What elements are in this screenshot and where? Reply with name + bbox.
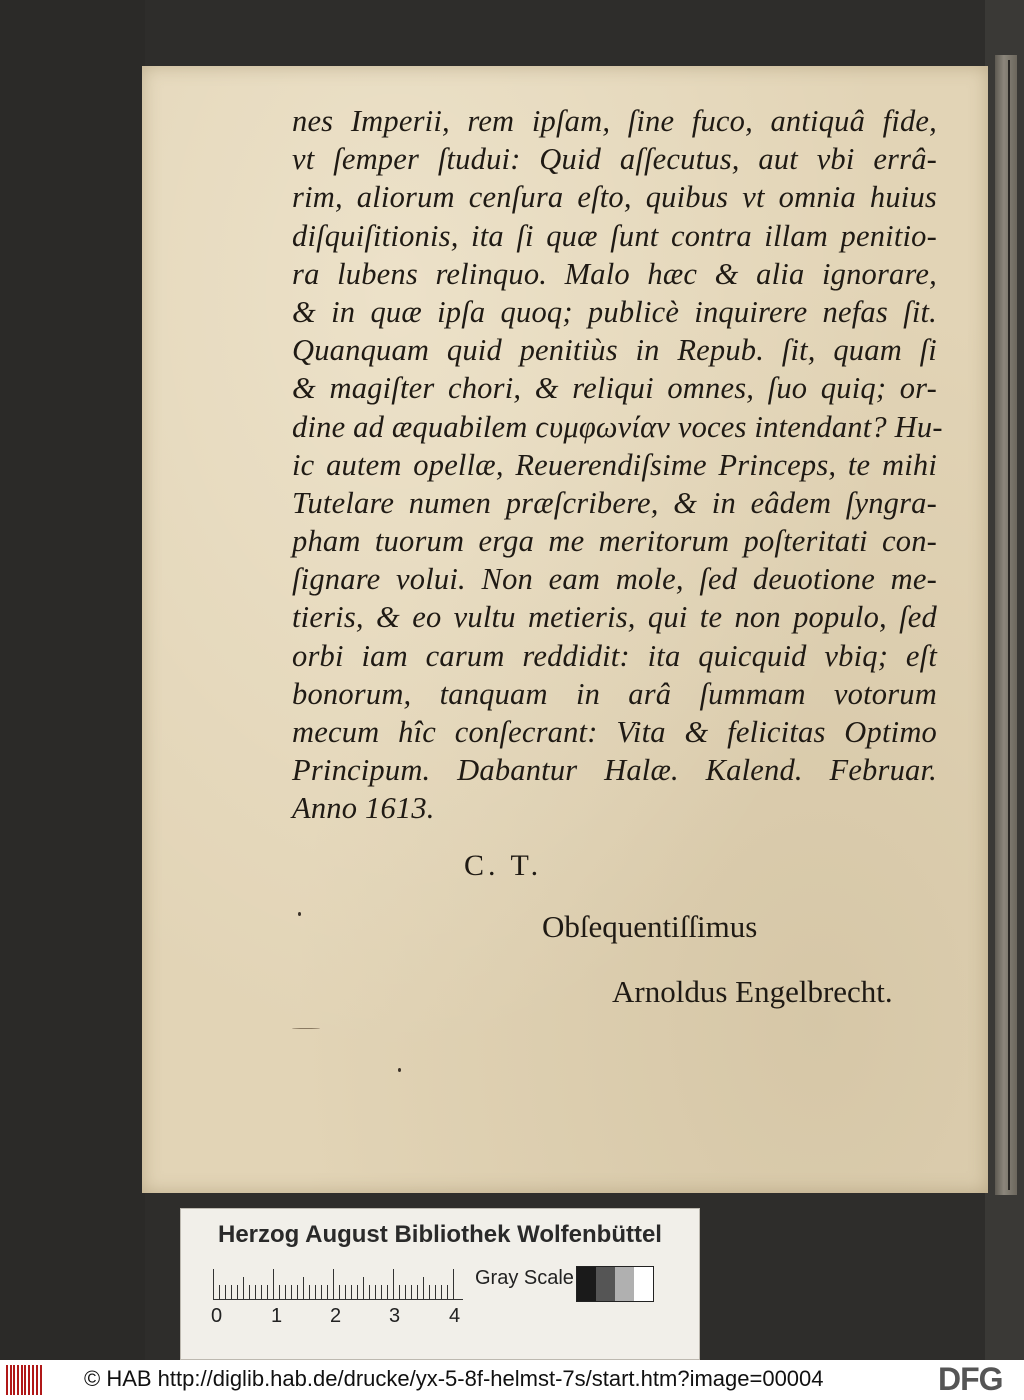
gray-patch xyxy=(577,1267,596,1301)
ink-speck xyxy=(292,1028,320,1029)
gray-scale-patches xyxy=(576,1266,654,1302)
ruler-tick xyxy=(321,1285,322,1299)
ruler-tick xyxy=(249,1285,250,1299)
ruler-tick xyxy=(309,1285,310,1299)
logo-bar xyxy=(13,1365,15,1395)
book-gutter-line xyxy=(1008,60,1010,1190)
text-line: ſignare volui. Non eam mole, ſed deuotione me- xyxy=(292,562,937,597)
text-line: pham tuorum erga me meritorum poſteritati con- xyxy=(292,524,937,559)
logo-bar xyxy=(40,1365,42,1395)
ruler-tick xyxy=(429,1285,430,1299)
ruler-tick xyxy=(297,1285,298,1299)
logo-bar xyxy=(24,1365,26,1395)
ruler-tick xyxy=(261,1285,262,1299)
ruler-tick xyxy=(447,1285,448,1299)
ruler-tick xyxy=(417,1285,418,1299)
ruler-tick xyxy=(369,1285,370,1299)
ruler-tick xyxy=(243,1277,244,1299)
copyright-url[interactable]: © HAB http://diglib.hab.de/drucke/yx-5-8f-helmst-7s/start.htm?image=00004 xyxy=(84,1366,824,1391)
scale-number: 1 xyxy=(271,1305,283,1327)
book-edge xyxy=(995,55,1017,1195)
ruler-tick xyxy=(267,1285,268,1299)
ruler-tick xyxy=(357,1285,358,1299)
ruler-tick xyxy=(345,1285,346,1299)
book-page xyxy=(142,66,988,1193)
ruler-tick xyxy=(399,1285,400,1299)
gray-patch xyxy=(634,1267,653,1301)
scale-number: 3 xyxy=(389,1305,401,1327)
hab-logo-icon xyxy=(6,1365,46,1395)
ruler-tick xyxy=(381,1285,382,1299)
ruler-tick xyxy=(423,1277,424,1299)
ruler-tick xyxy=(351,1285,352,1299)
ruler-tick xyxy=(225,1285,226,1299)
text-line: rim, aliorum cenſura eſto, quibus vt omnia huius xyxy=(292,180,937,215)
ruler-tick xyxy=(405,1285,406,1299)
text-line: nes Imperii, rem ipſam, ſine fuco, antiquâ fide, xyxy=(292,104,937,138)
logo-bar xyxy=(21,1365,23,1395)
closing-formula: Obſequentiſſimus xyxy=(542,909,758,944)
signature: Arnoldus Engelbrecht. xyxy=(612,974,893,1009)
ruler-tick xyxy=(231,1285,232,1299)
ruler-tick xyxy=(453,1269,454,1299)
ink-speck xyxy=(398,1068,401,1072)
ruler-tick xyxy=(339,1285,340,1299)
scale-number: 0 xyxy=(211,1305,223,1327)
logo-bar xyxy=(17,1365,19,1395)
text-line: vt ſemper ſtudui: Quid aſſecutus, aut vbi errâ- xyxy=(292,142,937,177)
logo-bar xyxy=(36,1365,38,1395)
text-line: ra lubens relinquo. Malo hæc & alia ignorare, xyxy=(292,256,937,291)
ruler-tick xyxy=(393,1269,394,1299)
text-line: ic autem opellæ, Reuerendiſsime Princeps, te mihi xyxy=(292,447,937,482)
ruler-tick xyxy=(435,1285,436,1299)
gray-patch xyxy=(596,1267,615,1301)
logo-bar xyxy=(32,1365,34,1395)
ruler-tick xyxy=(291,1285,292,1299)
gray-patch xyxy=(615,1267,634,1301)
ruler-tick xyxy=(411,1285,412,1299)
scale-number: 2 xyxy=(330,1305,342,1327)
footer-bar xyxy=(0,1360,1024,1400)
page-text xyxy=(292,102,943,828)
text-line: & in quæ ipſa quoq; publicè inquirere nefas ſit. xyxy=(292,294,937,329)
ruler-tick xyxy=(255,1285,256,1299)
text-line: Principum. Dabantur Halæ. Kalend. Februar. xyxy=(292,753,937,788)
text-line: mecum hîc conſecrant: Vita & felicitas Optimo xyxy=(292,715,937,749)
text-line: orbi iam carum reddidit: ita quicquid vbiq; eſt xyxy=(292,638,937,673)
text-line: Anno 1613. xyxy=(292,791,435,826)
ruler xyxy=(213,1269,463,1299)
text-line: dine ad æquabilem ϲυμφωνίαν voces intendant? Hu- xyxy=(292,409,943,444)
ruler-tick xyxy=(273,1269,274,1299)
ruler-tick xyxy=(219,1285,220,1299)
logo-bar xyxy=(10,1365,12,1395)
ruler-tick xyxy=(333,1269,334,1299)
text-line: Tutelare numen præſcribere, & in eâdem ſyngra- xyxy=(292,485,937,520)
logo-bar xyxy=(28,1365,30,1395)
library-name: Herzog August Bibliothek Wolfenbüttel xyxy=(218,1221,662,1248)
gray-scale-label: Gray Scale xyxy=(475,1267,574,1289)
dfg-logo: DFG xyxy=(938,1361,1003,1397)
text-line: & magiſter chori, & reliqui omnes, ſuo quiq; or- xyxy=(292,371,937,406)
ruler-tick xyxy=(303,1277,304,1299)
text-line: tieris, & eo vultu metieris, qui te non populo, ſed xyxy=(292,600,937,635)
scan-background-left xyxy=(0,0,145,1360)
ruler-tick xyxy=(441,1285,442,1299)
ruler-tick xyxy=(363,1277,364,1299)
ruler-tick xyxy=(327,1285,328,1299)
ruler-tick xyxy=(279,1285,280,1299)
logo-bar xyxy=(6,1365,8,1395)
scale-number: 4 xyxy=(449,1305,461,1327)
ruler-baseline xyxy=(213,1299,463,1300)
text-line: diſquiſitionis, ita ſi quæ ſunt contra illam penitio- xyxy=(292,218,937,253)
text-line: bonorum, tanquam in arâ ſummam votorum xyxy=(292,676,937,711)
ruler-tick xyxy=(375,1285,376,1299)
ruler-tick xyxy=(213,1269,214,1299)
initials: C. T. xyxy=(464,849,543,882)
ruler-tick xyxy=(387,1285,388,1299)
ruler-tick xyxy=(285,1285,286,1299)
ruler-tick xyxy=(315,1285,316,1299)
ink-speck xyxy=(298,912,301,916)
ruler-tick xyxy=(237,1285,238,1299)
color-calibration-card xyxy=(180,1208,700,1360)
text-line: Quanquam quid penitiùs in Repub. ſit, quam ſi xyxy=(292,333,937,368)
